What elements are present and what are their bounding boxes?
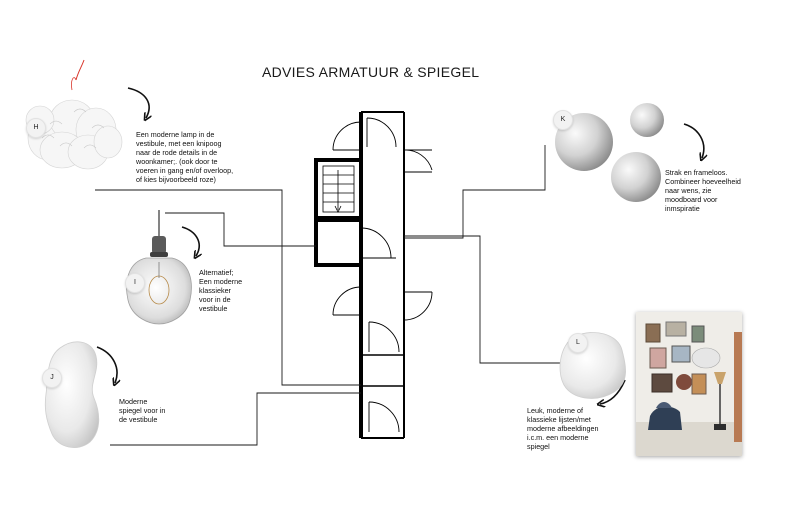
note-k: Strak en frameloos. Combineer hoeveelheid naar wens, zie moodboard voor inmspiratie [665, 168, 741, 213]
curved-arrow-icon [128, 88, 149, 118]
moodboard-photo [636, 312, 742, 456]
storage-room [316, 220, 361, 265]
badge-l: L [568, 333, 588, 353]
door-swing-icon [333, 122, 361, 150]
door-swing-icon [404, 292, 432, 320]
mirror-organic-image [45, 342, 99, 448]
door-swing-icon [361, 228, 396, 258]
door-swing-icon [369, 322, 399, 352]
note-j: Moderne spiegel voor in de vestibule [119, 397, 166, 424]
floor-plan [316, 112, 432, 438]
curved-arrow-icon [97, 347, 117, 383]
note-h: Een moderne lamp in de vestibule, met een knipoog naar de rode details in de woonkamer;. (ook door te voeren in gang en/of overloop, of kies bijvoorbeeld roze) [136, 130, 234, 184]
note-i: Alternatief; Een moderne klassieker voor in de vestibule [199, 268, 243, 313]
note-l: Leuk, moderne of klassieke lijsten/met moderne afbeeldingen i.c.m. een moderne spiegel [527, 406, 599, 451]
lamp-cloud-image [26, 60, 122, 169]
curved-arrow-icon [684, 124, 704, 158]
moodboard-illustration [636, 312, 742, 456]
page-title: ADVIES ARMATUUR & SPIEGEL [262, 64, 480, 80]
badge-k: K [553, 110, 573, 130]
badge-h: H [26, 118, 46, 138]
curved-arrow-icon [182, 227, 199, 256]
door-swing-icon [369, 402, 399, 432]
lamp-glass-image [127, 210, 192, 324]
leader-l [404, 236, 560, 363]
stair-icon [323, 166, 354, 212]
badge-i: I [125, 273, 145, 293]
door-swing-icon [404, 150, 432, 172]
badge-j: J [42, 368, 62, 388]
door-swing-icon [333, 287, 361, 315]
door-swing-icon [367, 118, 396, 147]
